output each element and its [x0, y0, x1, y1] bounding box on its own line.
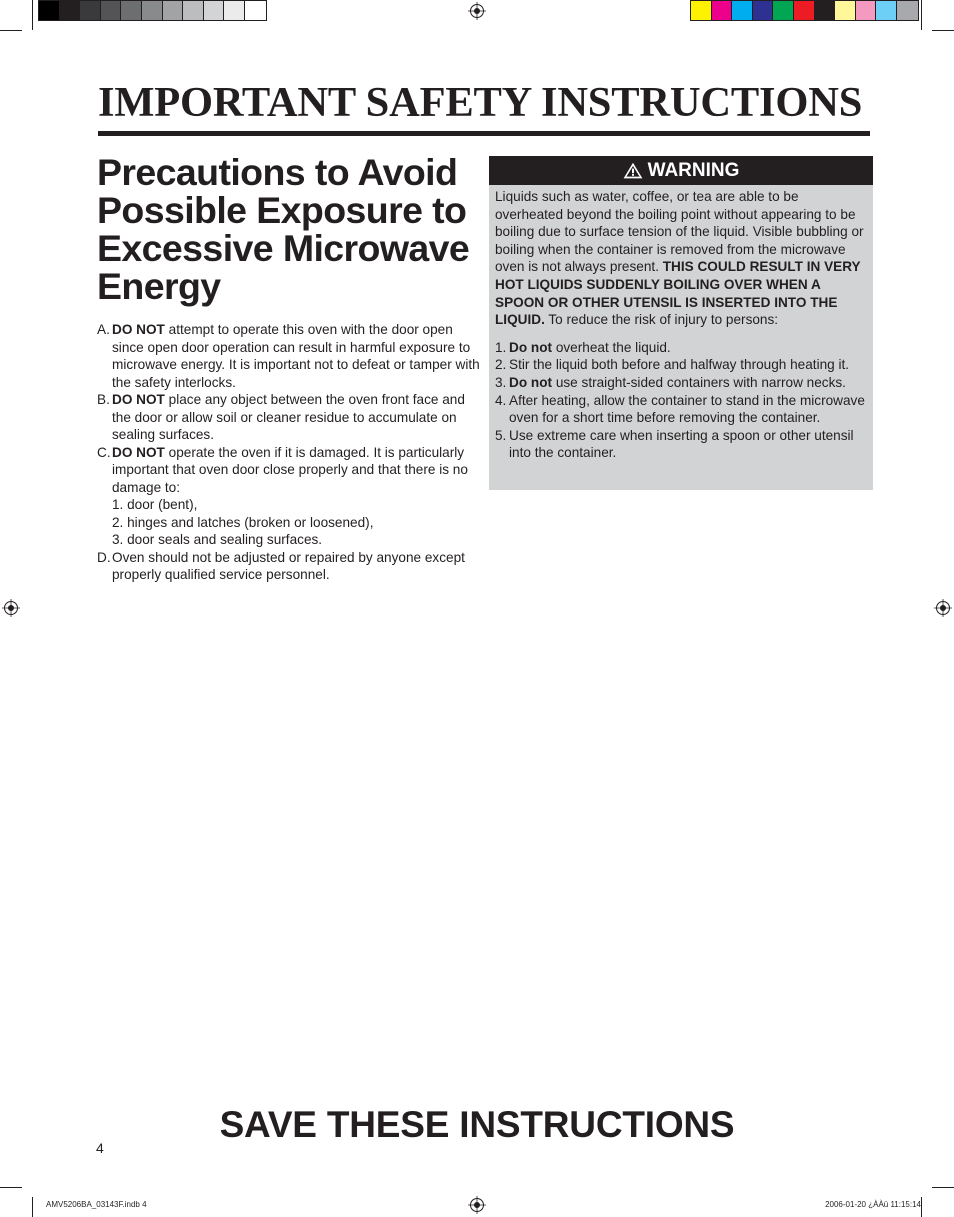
step-emphasis: Do not	[509, 374, 553, 390]
step-number: 4.	[495, 392, 507, 408]
warning-triangle-icon	[623, 162, 643, 179]
calibration-swatch	[876, 1, 897, 20]
item-label: B.	[97, 392, 110, 407]
section-heading	[97, 153, 487, 305]
calibration-swatch	[712, 1, 733, 20]
section-heading-line: Energy	[97, 265, 221, 307]
calibration-swatch	[121, 1, 142, 20]
warning-box	[489, 156, 873, 490]
calibration-swatch	[815, 1, 836, 20]
item-label: D.	[97, 549, 111, 565]
crop-mark	[932, 30, 954, 31]
warning-step	[495, 392, 867, 427]
section-heading-line: Precautions to Avoid	[97, 151, 458, 193]
print-slug-timestamp: 2006-01-20 ¿ÀÀü 11:15:14	[825, 1200, 921, 1209]
warning-steps-list	[495, 339, 867, 462]
color-calibration-bar	[690, 0, 919, 21]
calibration-swatch	[163, 1, 184, 20]
calibration-swatch	[753, 1, 774, 20]
calibration-swatch	[856, 1, 877, 20]
calibration-swatch	[183, 1, 204, 20]
item-label: C.	[97, 444, 111, 460]
sub-item: 3. door seals and sealing surfaces.	[112, 532, 323, 547]
item-text: operate the oven if it is damaged. It is particularly important that oven door close properly and that there is no damage to:	[112, 444, 468, 495]
crop-mark	[932, 1187, 954, 1188]
crop-mark	[0, 30, 22, 31]
precaution-item	[97, 321, 482, 391]
calibration-swatch	[794, 1, 815, 20]
save-instructions-title: SAVE THESE INSTRUCTIONS	[219, 1104, 735, 1145]
registration-mark-icon	[468, 2, 486, 20]
sub-item: 2. hinges and latches (broken or loosened),	[112, 514, 374, 530]
item-text: attempt to operate this oven with the door open since open door operation can result in harmful exposure to microwave energy. It is important not to defeat or tamper with the safety interlocks.	[112, 322, 480, 390]
page-title: IMPORTANT SAFETY INSTRUCTIONS	[98, 79, 863, 126]
item-text: Oven should not be adjusted or repaired by anyone except properly qualified service personnel.	[112, 549, 465, 582]
print-slug-filename: AMV5206BA_03143F.indb 4	[46, 1200, 147, 1209]
calibration-swatch	[897, 1, 918, 20]
crop-mark	[32, 1197, 33, 1217]
precaution-item	[97, 444, 482, 549]
step-number: 3.	[495, 374, 507, 390]
section-heading-line: Possible Exposure to	[97, 189, 467, 231]
page-number: 4	[96, 1140, 104, 1156]
calibration-swatch	[224, 1, 245, 20]
crop-mark	[32, 0, 33, 30]
sub-item: 1. door (bent),	[112, 497, 198, 512]
step-number: 2.	[495, 357, 507, 373]
damage-sub-list	[112, 496, 482, 549]
crop-mark	[0, 1187, 22, 1188]
calibration-swatch	[691, 1, 712, 20]
calibration-swatch	[80, 1, 101, 20]
item-label: A.	[97, 322, 110, 337]
calibration-swatch	[835, 1, 856, 20]
calibration-swatch	[732, 1, 753, 20]
calibration-swatch	[204, 1, 225, 20]
precaution-item	[97, 549, 482, 584]
calibration-swatch	[142, 1, 163, 20]
step-emphasis: Do not	[509, 339, 553, 355]
warning-body	[489, 185, 873, 462]
calibration-swatch	[39, 1, 60, 20]
registration-mark-icon	[934, 599, 952, 617]
warning-step	[495, 339, 867, 357]
step-text: use straight-sided containers with narrow necks.	[552, 374, 846, 390]
gray-calibration-bar	[38, 0, 267, 21]
warning-header	[489, 156, 873, 185]
warning-intro-tail: To reduce the risk of injury to persons:	[544, 312, 779, 328]
crop-mark	[921, 0, 922, 30]
warning-step	[495, 427, 867, 462]
step-number: 5.	[495, 427, 507, 443]
step-text: Stir the liquid both before and halfway through heating it.	[509, 357, 850, 373]
calibration-swatch	[773, 1, 794, 20]
step-number: 1.	[495, 339, 507, 355]
precaution-item	[97, 391, 482, 444]
warning-intro-text: Liquids such as water, coffee, or tea are able to be overheated beyond the boiling point without appearing to be boiling due to surface tension of the liquid. Visible bubbling or boiling when the container is removed from the microwave oven is not always present.	[495, 189, 864, 275]
precautions-list	[97, 321, 482, 584]
item-emphasis: DO NOT	[112, 444, 165, 460]
calibration-swatch	[60, 1, 81, 20]
warning-title: WARNING	[647, 159, 740, 181]
item-text: place any object between the oven front face and the door or allow soil or cleaner residue to accumulate on sealing surfaces.	[112, 392, 465, 442]
section-heading-line: Excessive Microwave	[97, 227, 470, 269]
title-divider	[98, 131, 870, 136]
crop-mark	[921, 1197, 922, 1217]
step-text: After heating, allow the container to stand in the microwave oven for a short time before removing the container.	[509, 392, 865, 426]
calibration-swatch	[245, 1, 266, 20]
step-text: Use extreme care when inserting a spoon or other utensil into the container.	[509, 427, 854, 461]
registration-mark-icon	[2, 599, 20, 617]
warning-step	[495, 356, 867, 374]
warning-intro	[495, 188, 867, 329]
item-emphasis: DO NOT	[112, 392, 165, 407]
calibration-swatch	[101, 1, 122, 20]
registration-mark-icon	[468, 1196, 486, 1214]
warning-step	[495, 374, 867, 392]
step-text: overheat the liquid.	[552, 339, 671, 355]
warning-intro-bold: THIS COULD RESULT IN VERY HOT LIQUIDS SUDDENLY BOILING OVER WHEN A SPOON OR OTHER UTENSIL IS INSERTED INTO THE LIQUID.	[495, 259, 861, 328]
item-emphasis: DO NOT	[112, 322, 165, 337]
